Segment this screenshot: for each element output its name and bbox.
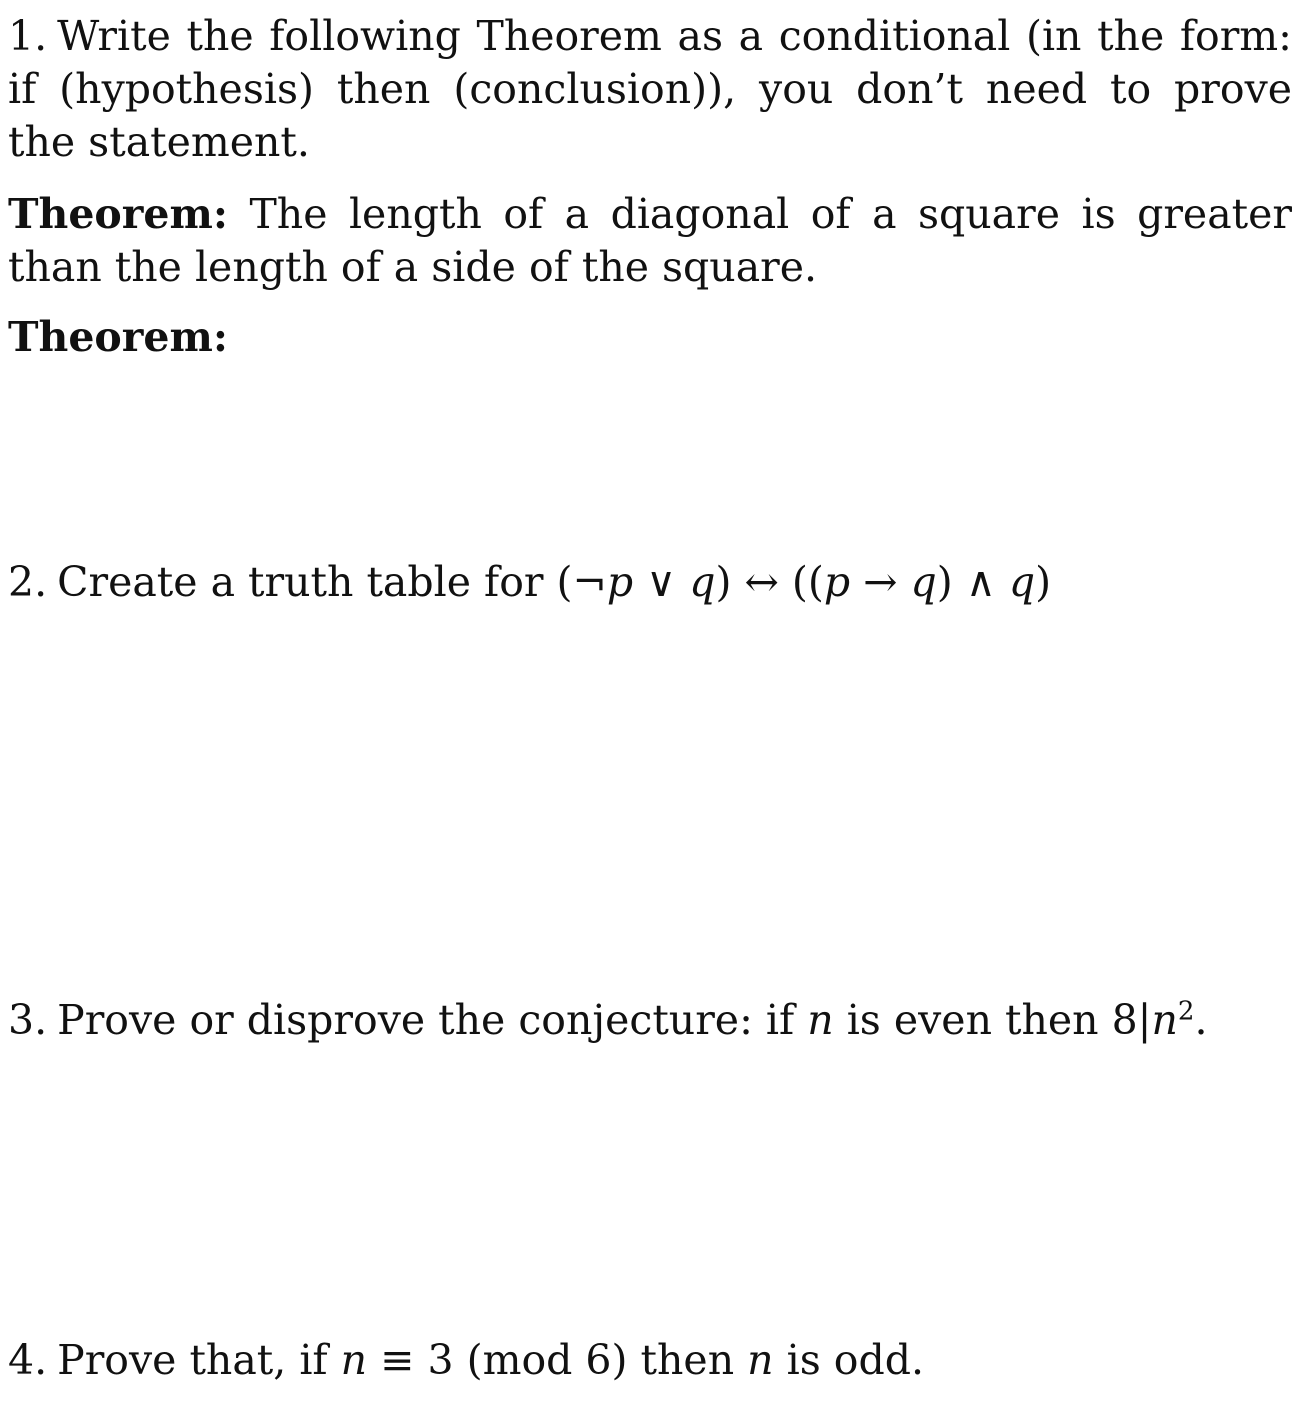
theorem-answer-label: Theorem:	[8, 313, 228, 361]
question-1-number: 1.	[8, 12, 48, 60]
formula-var-p: p	[606, 558, 634, 606]
theorem-text: The length of a diagonal of a square is greater than the length of a side of the square.	[8, 190, 1292, 291]
truth-table-formula	[557, 558, 1052, 606]
question-3-var-n: n	[807, 996, 834, 1044]
question-4-var-n: n	[747, 1336, 774, 1384]
question-2	[8, 556, 1292, 609]
question-2-number: 2.	[8, 558, 48, 606]
formula-part: ∨	[633, 558, 690, 606]
question-4-text: is odd.	[773, 1336, 924, 1384]
question-4-text: ≡ 3 (mod 6) then	[367, 1336, 748, 1384]
formula-part: ) ∧	[936, 558, 1009, 606]
formula-part: ) ↔ ((	[715, 558, 824, 606]
question-4	[8, 1334, 1292, 1387]
formula-var-p: p	[823, 558, 851, 606]
theorem-statement	[8, 188, 1292, 294]
question-3-text: is even then 8|	[833, 996, 1152, 1044]
question-2-text: Create a truth table for	[57, 558, 544, 606]
question-3-exponent: 2	[1177, 996, 1195, 1027]
formula-part: →	[850, 558, 911, 606]
question-1	[8, 10, 1292, 169]
question-1-text: Write the following Theorem as a conditional (in the form: if (hypothesis) then (conclusion)), you don’t need to prove the statement.	[8, 12, 1292, 166]
formula-part: (¬	[556, 558, 607, 606]
formula-var-q: q	[689, 558, 716, 606]
formula-part: )	[1035, 558, 1052, 606]
question-4-number: 4.	[8, 1336, 48, 1384]
theorem-label: Theorem:	[8, 190, 228, 238]
theorem-answer	[8, 311, 1292, 364]
question-3	[8, 994, 1292, 1047]
question-3-number: 3.	[8, 996, 48, 1044]
question-3-text: Prove or disprove the conjecture: if	[57, 996, 808, 1044]
formula-var-q: q	[1008, 558, 1036, 606]
formula-var-q: q	[910, 558, 937, 606]
question-3-text: .	[1194, 996, 1208, 1044]
question-4-text: Prove that, if	[57, 1336, 341, 1384]
question-4-var-n: n	[340, 1336, 368, 1384]
question-3-var-n: n	[1151, 996, 1178, 1044]
